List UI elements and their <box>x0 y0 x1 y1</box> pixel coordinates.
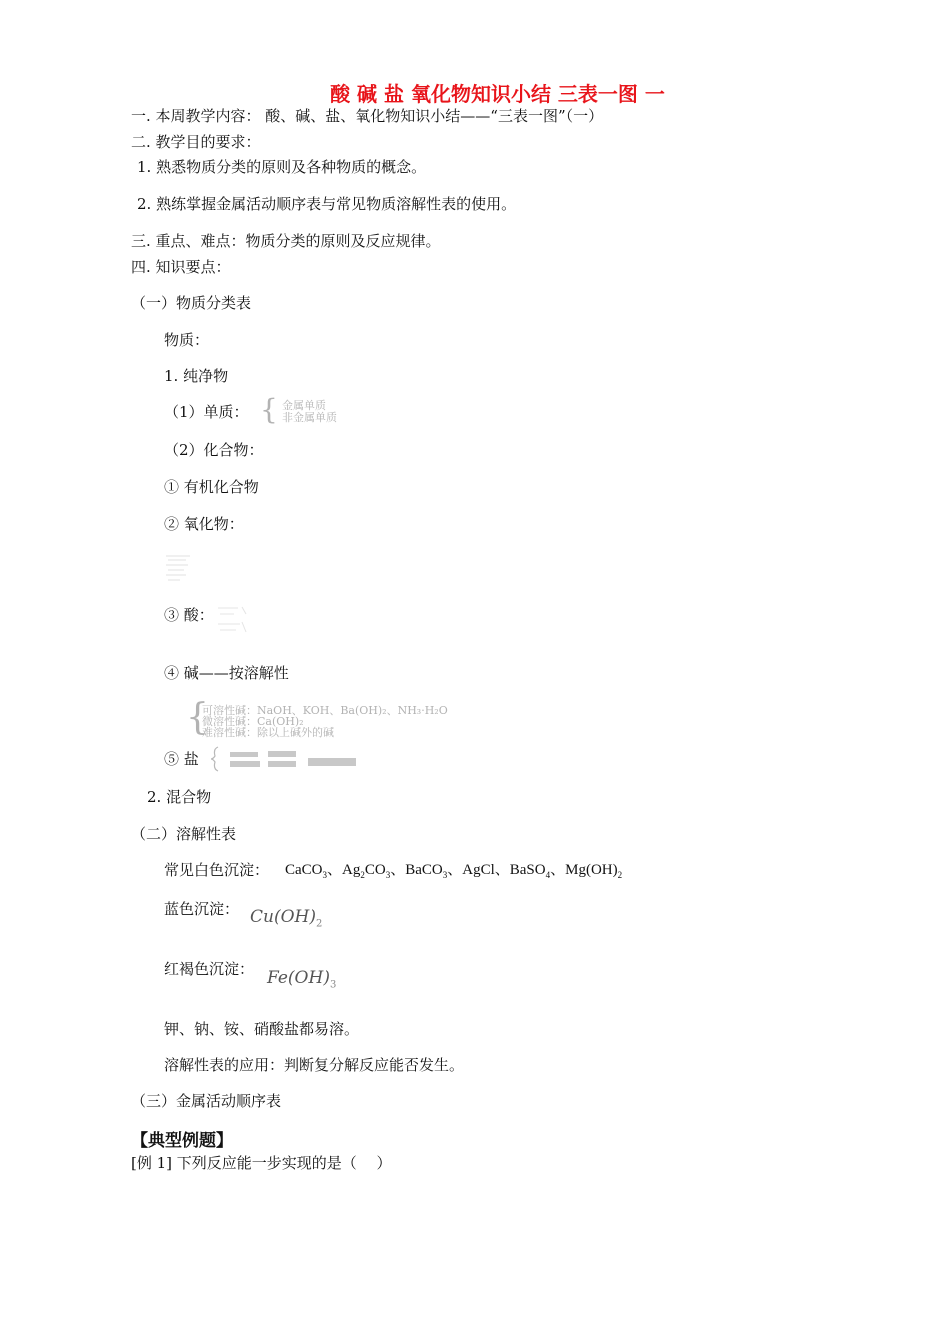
metal-element: 金属单质 <box>282 399 326 412</box>
formula-agcl: AgCl <box>462 862 495 878</box>
label-red-brown-precipitate: 红褐色沉淀： <box>164 960 255 978</box>
label-acid: ③ 酸： <box>164 606 214 624</box>
label-salt: ⑤ 盐 <box>164 750 199 768</box>
section-key-points: 三. 重点、难点：物质分类的原则及反应规律。 <box>131 232 441 250</box>
formula-feoh3: $Fe(OH)_3$ <box>267 968 337 991</box>
label-compound: （2）化合物： <box>164 441 264 459</box>
base-brace: { <box>186 697 209 738</box>
formula-ag2co3: $Ag_2CO_3$ <box>342 862 391 880</box>
label-pure-substance: 1. 纯净物 <box>164 367 229 385</box>
page-title: 酸 碱 盐 氧化物知识小结 三表一图 一 <box>330 82 665 106</box>
formula-baso4: BaSO$_4$ <box>509 862 551 880</box>
nonmetal-element: 非金属单质 <box>282 411 337 424</box>
label-white-precipitate: 常见白色沉淀： <box>164 861 270 879</box>
typical-examples-heading: 【典型例题】 <box>131 1131 233 1151</box>
acid-classification-graphic <box>214 604 254 636</box>
white-precipitate-list: CaCO$_3$、$Ag_2CO_3$、BaCO$_3$、AgCl、BaSO$_4$、$Mg(OH)_2$ <box>285 862 623 880</box>
subsection-classification: （一）物质分类表 <box>131 294 252 312</box>
objective-1: 1. 熟悉物质分类的原则及各种物质的概念。 <box>137 158 427 176</box>
element-brace: { <box>260 393 278 426</box>
formula-caco3: CaCO$_3$ <box>285 862 327 880</box>
subsection-metal-activity: （三）金属活动顺序表 <box>131 1092 282 1110</box>
insoluble-base: 难溶性碱：除以上碱外的碱 <box>202 726 334 739</box>
section-objectives: 二. 教学目的要求： <box>131 133 261 151</box>
slightly-soluble-base: 微溶性碱：Ca(OH)₂ <box>202 715 304 728</box>
label-oxide: ② 氧化物： <box>164 515 244 533</box>
objective-2: 2. 熟练掌握金属活动顺序表与常见物质溶解性表的使用。 <box>137 195 517 213</box>
formula-baco3: BaCO$_3$ <box>405 862 448 880</box>
label-element: （1）单质： <box>164 403 249 421</box>
formula-cuoh2: $Cu(OH)_2$ <box>250 907 323 930</box>
label-organic: ① 有机化合物 <box>164 478 259 496</box>
example-1-question: [例 1] 下列反应能一步实现的是（ ） <box>131 1154 392 1172</box>
label-blue-precipitate: 蓝色沉淀： <box>164 900 240 918</box>
oxide-classification-graphic <box>160 552 200 588</box>
solubility-application: 溶解性表的应用：判断复分解反应能否发生。 <box>164 1056 465 1074</box>
subsection-solubility: （二）溶解性表 <box>131 825 237 843</box>
soluble-salts-note: 钾、钠、铵、硝酸盐都易溶。 <box>164 1020 360 1038</box>
label-substance: 物质： <box>164 331 210 349</box>
label-mixture: 2. 混合物 <box>147 788 212 806</box>
soluble-base: 可溶性碱：NaOH、KOH、Ba(OH)₂、NH₃·H₂O <box>202 704 448 717</box>
formula-mgoh2: $Mg(OH)_2$ <box>565 862 623 880</box>
label-base: ④ 碱——按溶解性 <box>164 664 289 682</box>
salt-classification-graphic <box>210 744 370 774</box>
section-knowledge: 四. 知识要点： <box>131 258 231 276</box>
section-teaching-content: 一. 本周教学内容： 酸、碱、盐、氧化物知识小结——“三表一图”（一） <box>131 107 604 125</box>
